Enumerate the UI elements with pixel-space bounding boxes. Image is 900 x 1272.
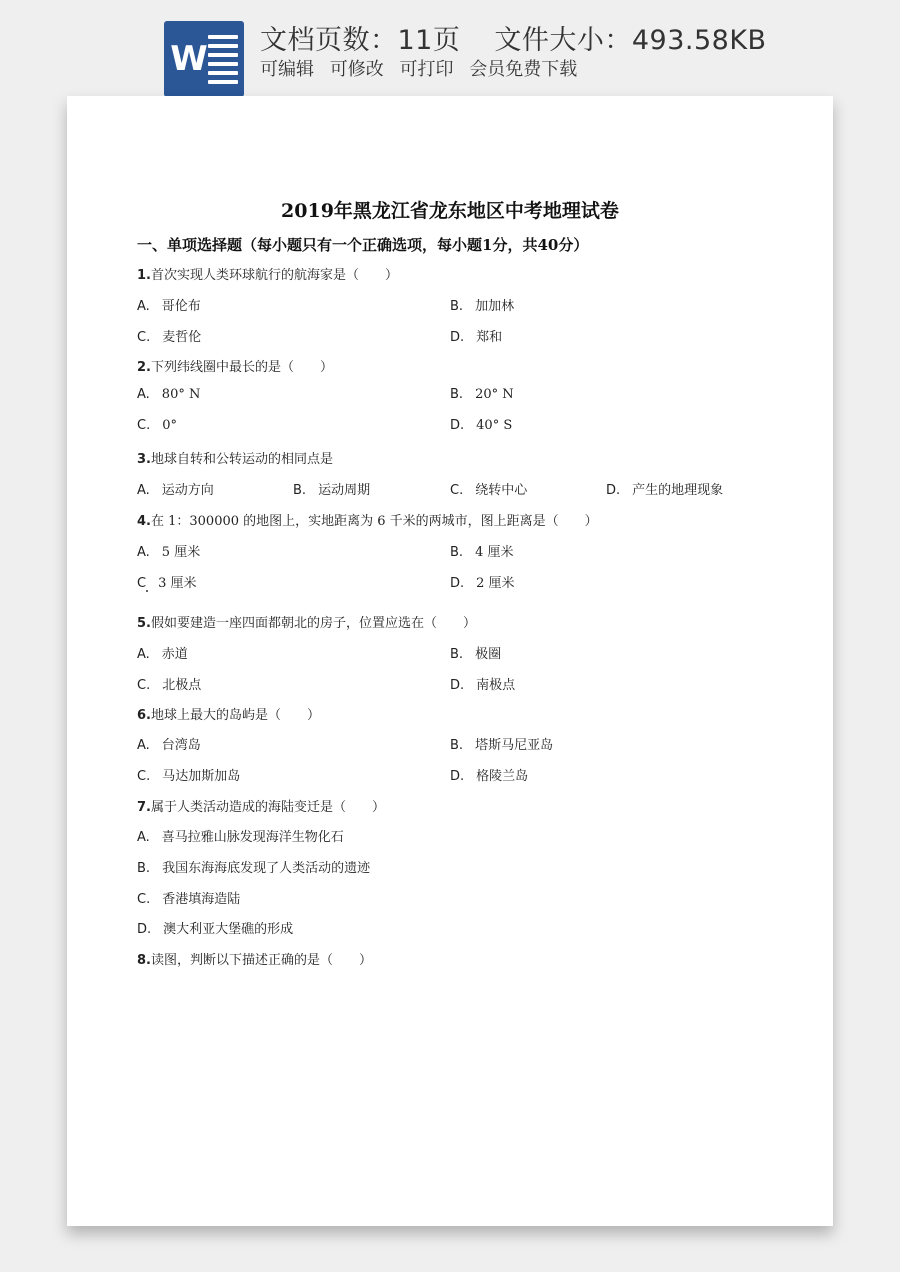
question-3: 3.地球自转和公转运动的相同点是 bbox=[137, 452, 333, 467]
word-logo-letter: W bbox=[170, 39, 208, 79]
q3-option-d: D. 产生的地理现象 bbox=[606, 483, 724, 498]
document-info-banner bbox=[0, 0, 900, 100]
feature-free-download: 会员免费下载 bbox=[469, 59, 578, 80]
q5-option-d: D. 南极点 bbox=[450, 678, 516, 693]
q1-option-c: C. 麦哲伦 bbox=[137, 330, 202, 345]
q1-option-d: D. 郑和 bbox=[450, 330, 503, 345]
q2-option-c: C. 0° bbox=[137, 418, 177, 433]
q7-option-b: B. 我国东海海底发现了人类活动的遗迹 bbox=[137, 861, 371, 876]
question-1: 1.首次实现人类环球航行的航海家是（ ） bbox=[137, 268, 398, 283]
q5-option-a: A. 赤道 bbox=[137, 647, 188, 662]
q6-option-c: C. 马达加斯加岛 bbox=[137, 769, 241, 784]
q2-option-a: A. 80° N bbox=[137, 387, 201, 402]
page-count: 文档页数：11页 bbox=[260, 25, 461, 56]
q7-option-c: C. 香港填海造陆 bbox=[137, 892, 241, 907]
q5-option-c: C. 北极点 bbox=[137, 678, 202, 693]
q1-option-b: B. 加加林 bbox=[450, 299, 515, 314]
feature-editable: 可编辑 bbox=[260, 59, 314, 80]
feature-printable: 可打印 bbox=[399, 59, 454, 80]
feature-modifiable: 可修改 bbox=[329, 59, 384, 80]
q7-option-a: A. 喜马拉雅山脉发现海洋生物化石 bbox=[137, 830, 344, 845]
question-7: 7.属于人类活动造成的海陆变迁是（ ） bbox=[137, 800, 385, 815]
file-size: 文件大小：493.58KB bbox=[494, 25, 767, 56]
q3-option-a: A. 运动方向 bbox=[137, 483, 214, 498]
q4-option-b: B. 4 厘米 bbox=[450, 545, 514, 560]
exam-title: 2019年黑龙江省龙东地区中考地理试卷 bbox=[281, 200, 619, 222]
q1-option-a: A. 哥伦布 bbox=[137, 299, 201, 314]
q3-option-c: C. 绕转中心 bbox=[450, 483, 528, 498]
q2-option-d: D. 40° S bbox=[450, 418, 513, 433]
document-page bbox=[67, 96, 833, 1226]
q7-option-d: D. 澳大利亚大堡礁的形成 bbox=[137, 922, 294, 937]
file-stats bbox=[260, 18, 767, 57]
q2-option-b: B. 20° N bbox=[450, 387, 514, 402]
question-2: 2.下列纬线圈中最长的是（ ） bbox=[137, 360, 333, 375]
q5-option-b: B. 极圈 bbox=[450, 647, 502, 662]
q4-option-c: C 3 厘米 bbox=[137, 576, 197, 591]
q3-option-b: B. 运动周期 bbox=[293, 483, 371, 498]
stray-dot bbox=[146, 590, 148, 592]
section-heading: 一、单项选择题（每小题只有一个正确选项，每小题1分，共40分） bbox=[137, 236, 589, 254]
q6-option-b: B. 塔斯马尼亚岛 bbox=[450, 738, 554, 753]
q6-option-d: D. 格陵兰岛 bbox=[450, 769, 529, 784]
word-document-icon bbox=[164, 21, 244, 97]
document-lines-icon bbox=[208, 35, 238, 89]
question-8: 8.读图，判断以下描述正确的是（ ） bbox=[137, 953, 372, 968]
question-5: 5.假如要建造一座四面都朝北的房子，位置应选在（ ） bbox=[137, 616, 476, 631]
q6-option-a: A. 台湾岛 bbox=[137, 738, 201, 753]
question-6: 6.地球上最大的岛屿是（ ） bbox=[137, 708, 320, 723]
feature-list bbox=[260, 55, 587, 81]
q4-option-a: A. 5 厘米 bbox=[137, 545, 201, 560]
q4-option-d: D. 2 厘米 bbox=[450, 576, 515, 591]
question-4: 4.在 1：300000 的地图上，实地距离为 6 千米的两城市，图上距离是（ ） bbox=[137, 514, 598, 529]
